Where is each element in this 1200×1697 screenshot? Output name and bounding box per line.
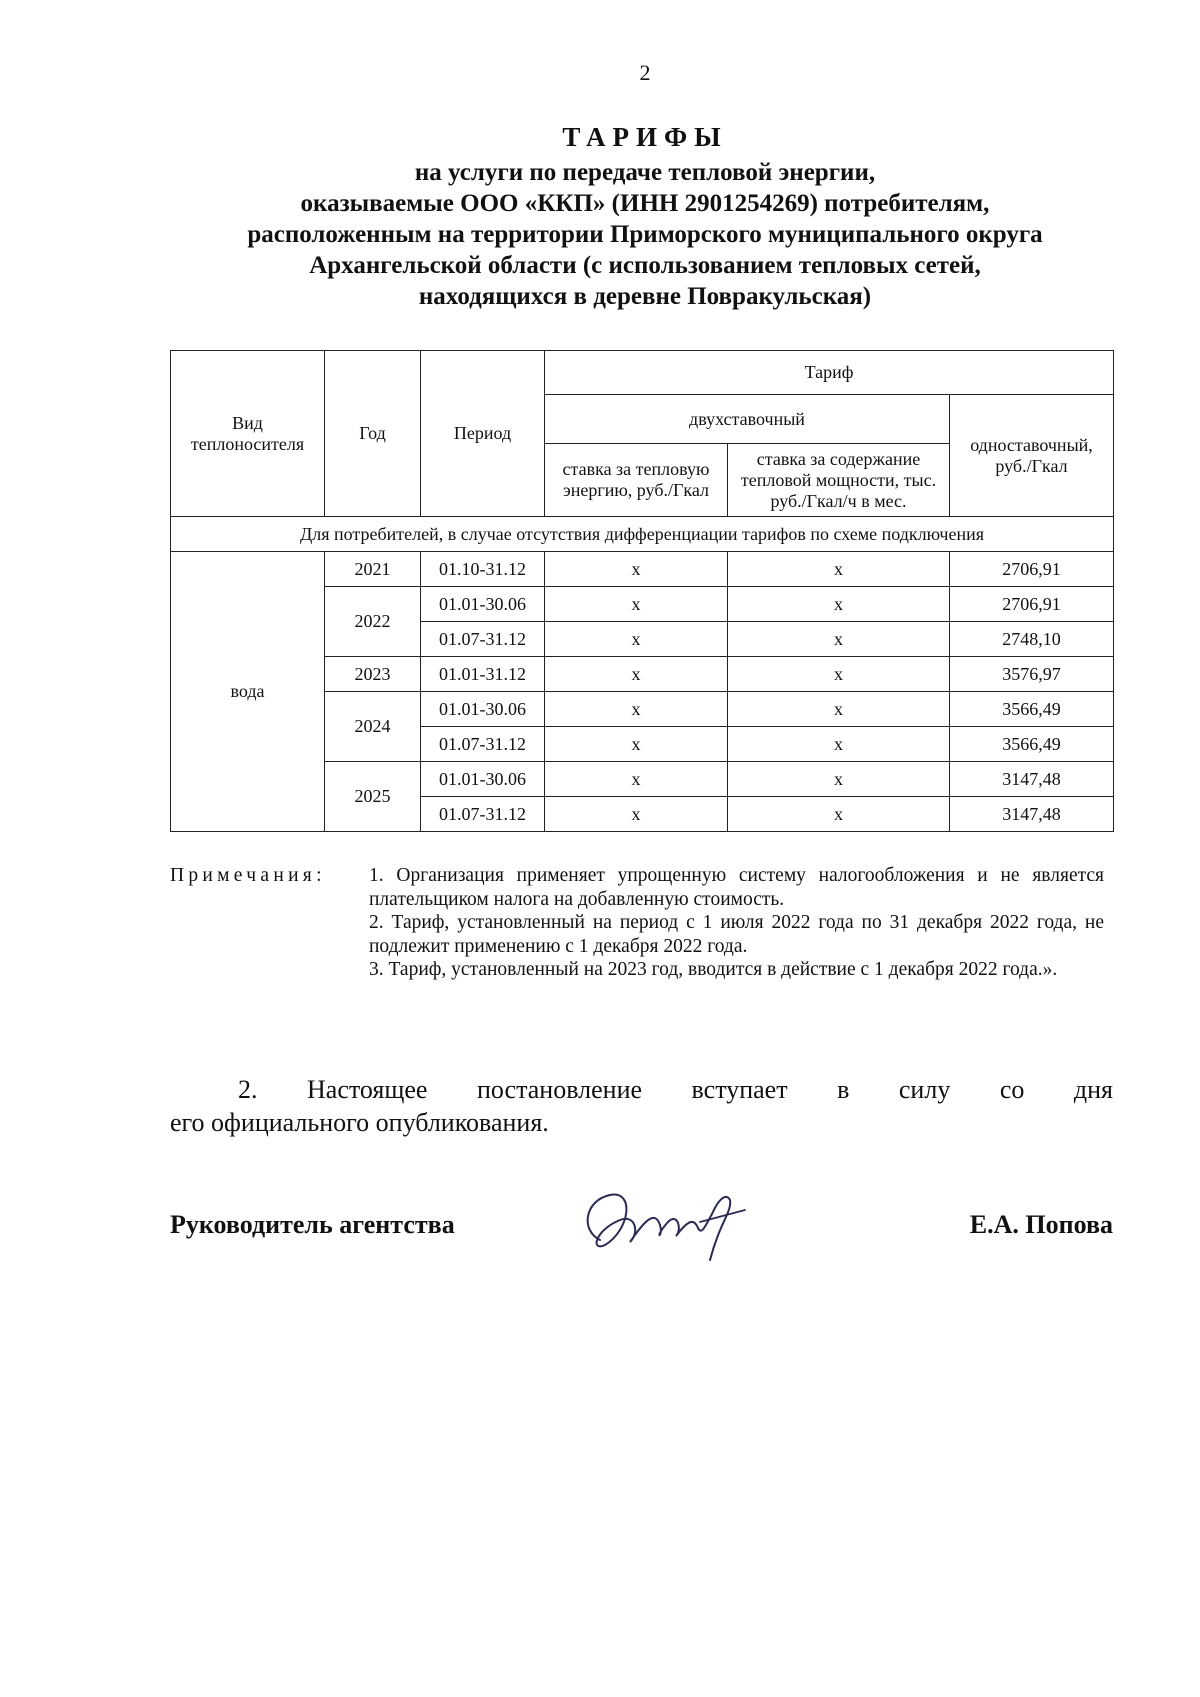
header-energy-rate: ставка за тепловую энергию, руб./Гкал (545, 444, 728, 517)
notes-body (369, 864, 1104, 982)
title-line: расположенным на территории Приморского муниципального округа (247, 221, 1043, 248)
header-carrier: Вид теплоносителя (171, 351, 325, 517)
energy-cell: х (545, 692, 728, 727)
signature-block (170, 1190, 1113, 1320)
single-cell: 3566,49 (950, 692, 1114, 727)
capacity-cell: х (728, 657, 950, 692)
year-cell: 2022 (325, 587, 421, 657)
capacity-cell: х (728, 762, 950, 797)
clause-line: 2. Настоящее постановление вступает в силу со дня (238, 1075, 1113, 1104)
capacity-cell: х (728, 692, 950, 727)
header-year: Год (325, 351, 421, 517)
title-line: Архангельской области (с использованием тепловых сетей, (309, 252, 981, 279)
handwritten-signature (560, 1170, 760, 1280)
tariff-table (170, 350, 1114, 832)
period-cell: 01.07-31.12 (421, 797, 545, 832)
year-cell: 2023 (325, 657, 421, 692)
single-cell: 2706,91 (950, 552, 1114, 587)
signatory-position: Руководитель агентства (170, 1210, 455, 1239)
energy-cell: х (545, 552, 728, 587)
clause-line: его официального опубликования. (170, 1108, 549, 1137)
header-period: Период (421, 351, 545, 517)
energy-cell: х (545, 762, 728, 797)
carrier-cell: вода (171, 552, 325, 832)
note-item: 1. Организация применяет упрощенную систему налогообложения и не является плательщиком налога на добавленную стоимость. (369, 865, 1104, 910)
period-cell: 01.01-30.06 (421, 762, 545, 797)
title-main: ТАРИФЫ (562, 122, 728, 152)
energy-cell: х (545, 657, 728, 692)
capacity-cell: х (728, 797, 950, 832)
energy-cell: х (545, 587, 728, 622)
signatory-name: Е.А. Попова (969, 1210, 1113, 1239)
title-line: оказываемые ООО «ККП» (ИНН 2901254269) потребителям, (300, 190, 990, 217)
title-line: на услуги по передаче тепловой энергии, (414, 159, 876, 186)
single-cell: 2706,91 (950, 587, 1114, 622)
section-label: Для потребителей, в случае отсутствия дифференциации тарифов по схеме подключения (171, 517, 1114, 552)
year-cell: 2021 (325, 552, 421, 587)
year-cell: 2024 (325, 692, 421, 762)
header-single-rate: одноставочный, руб./Гкал (950, 395, 1114, 517)
page-number: 2 (639, 60, 651, 85)
note-item: 2. Тариф, установленный на период с 1 июля 2022 года по 31 декабря 2022 года, не подлежит применению с 1 декабря 2022 года. (369, 912, 1104, 957)
single-cell: 2748,10 (950, 622, 1114, 657)
capacity-cell: х (728, 622, 950, 657)
capacity-cell: х (728, 552, 950, 587)
period-cell: 01.07-31.12 (421, 622, 545, 657)
period-cell: 01.01-30.06 (421, 587, 545, 622)
energy-cell: х (545, 622, 728, 657)
capacity-cell: х (728, 587, 950, 622)
single-cell: 3566,49 (950, 727, 1114, 762)
energy-cell: х (545, 727, 728, 762)
period-cell: 01.10-31.12 (421, 552, 545, 587)
header-tariff: Тариф (545, 351, 1114, 395)
single-cell: 3576,97 (950, 657, 1114, 692)
period-cell: 01.01-30.06 (421, 692, 545, 727)
table-row (171, 552, 1114, 587)
effective-clause (170, 1073, 1113, 1139)
energy-cell: х (545, 797, 728, 832)
note-item: 3. Тариф, установленный на 2023 год, вводится в действие с 1 декабря 2022 года.». (369, 959, 1058, 980)
title-line: находящихся в деревне Повракульская) (418, 283, 872, 310)
single-cell: 3147,48 (950, 762, 1114, 797)
single-cell: 3147,48 (950, 797, 1114, 832)
notes-label: Примечания: (170, 865, 326, 886)
year-cell: 2025 (325, 762, 421, 832)
period-cell: 01.01-31.12 (421, 657, 545, 692)
notes (170, 864, 1104, 982)
document-title (150, 122, 1140, 312)
header-two-part: двухставочный (545, 395, 950, 444)
header-capacity-rate: ставка за содержание тепловой мощности, тыс. руб./Гкал/ч в мес. (728, 444, 950, 517)
capacity-cell: х (728, 727, 950, 762)
period-cell: 01.07-31.12 (421, 727, 545, 762)
